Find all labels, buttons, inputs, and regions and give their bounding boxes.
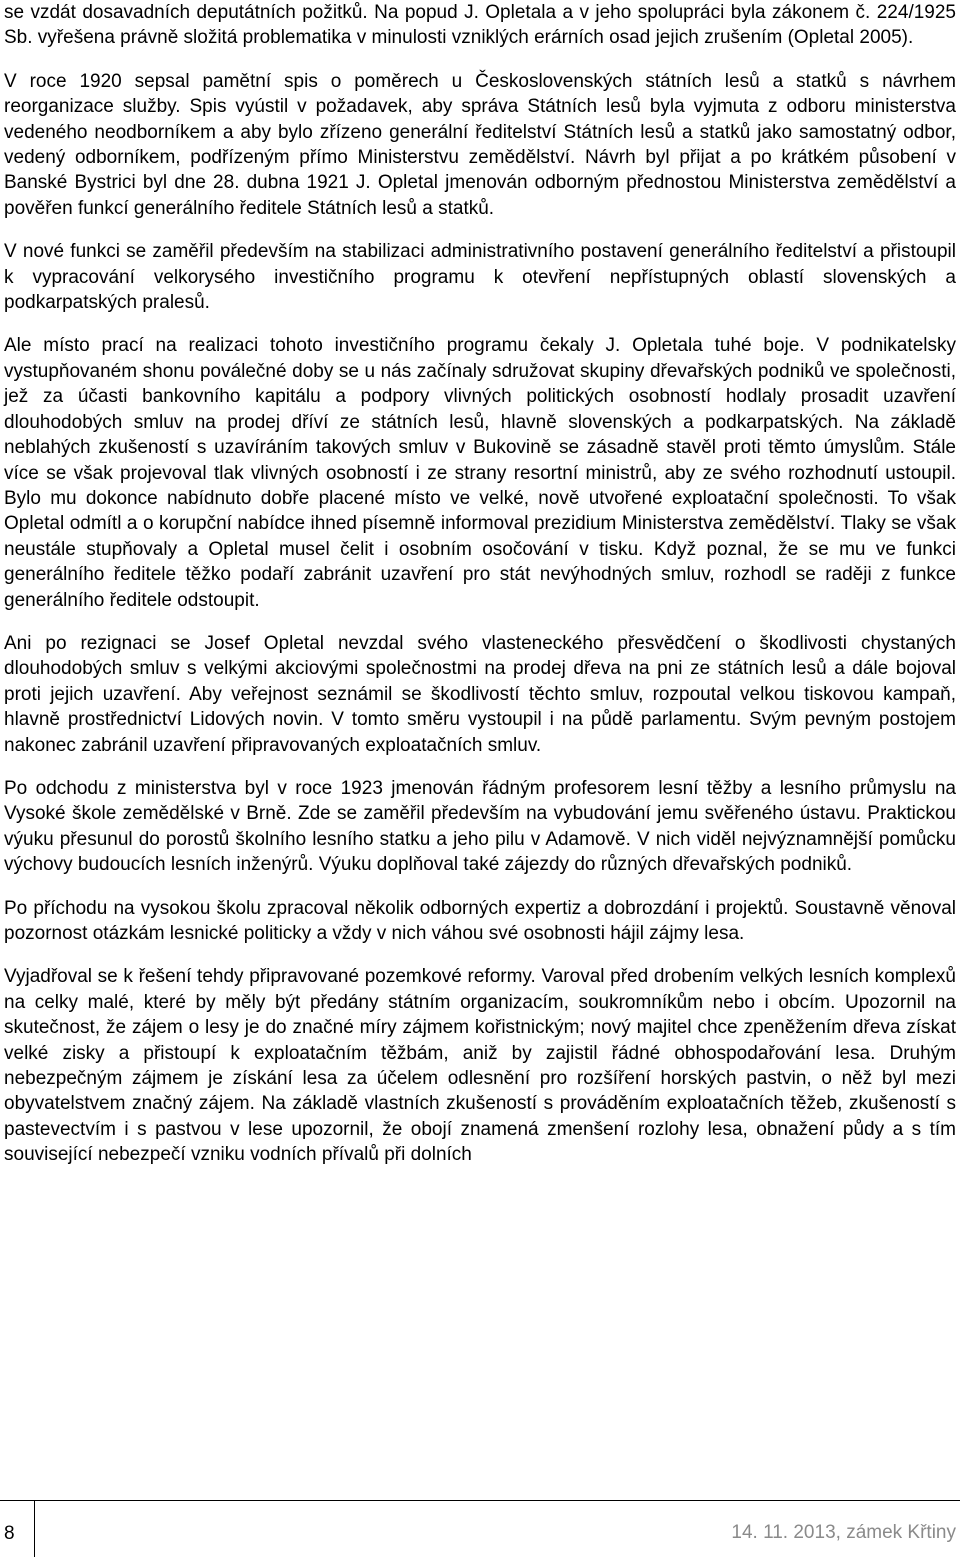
paragraph-2: V roce 1920 sepsal pamětní spis o poměrech u Československých státních lesů a statků s návrhem reorganizace služby. Spis vyústil v požadavek, aby správa Státních lesů byla vyjmuta z odboru ministerstva vedeného neodborníkem a aby bylo zřízeno generální ředitelství Státních lesů a statků jako samostatný odbor, vedený odborníkem, podřízeným přímo Ministerstvu zemědělství. Návrh byl přijat a po krátkém působení v Banské Bystrici byl dne 28. dubna 1921 J. Opletal jmenován odborným přednostou Ministerstva zemědělství a pověřen funkcí generálního ředitele Státních lesů a statků.: [4, 70, 956, 219]
paragraph-3: V nové funkci se zaměřil především na stabilizaci administrativního postavení generálního ředitelství a přistoupil k vypracování velkorysého investičního programu k otevření nepřístupných oblastí slovenských a podkarpatských pralesů.: [4, 241, 956, 314]
paragraph-8: Vyjadřoval se k řešení tehdy připravované pozemkové reformy. Varoval před drobením velkých lesních komplexů na celky malé, které by měly být předány státním organizacím, soukromníkům nebo i obcím. Upozornil na skutečnost, že zájem o lesy je do značné míry zájmem kořistnickým; nový majitel chce zpeněžením dřeva získat velké zisky a přistoupí k exploatačním těžbám, aniž by zajistil řádné obhospodařování lesa. Druhým nebezpečným zájmem je získání lesa za účelem odlesnění pro rozšíření horských pastvin, o něž byl mezi obyvatelstvem značný zájem. Na základě vlastních zkušeností s prováděním exploatačních těžeb, zkušeností s pastevectvím i s pastvou v lese upozornil, že obojí znamená zmenšení rozlohy lesa, obnažení půdy a s tím související nebezpečí vzniku vodních přívalů při dolních: [4, 966, 956, 1166]
paragraph-4: Ale místo prací na realizaci tohoto investičního programu čekaly J. Opletala tuhé boje. V podnikatelsky vystupňovaném shonu poválečné doby se u nás začínaly sdružovat skupiny dřevařských podniků ve společnosti, jež za účasti bankovního kapitálu a podpory vlivných politických osobností hodlaly prosadit uzavření dlouhodobých smluv na prodej dříví ze státních lesů, hlavně slovenských a podkarpatských. Na základě neblahých zkušeností s uzavíráním takových smluv v Bukovině se zásadně stavěl proti těmto úmyslům. Stále více se však projevoval tlak vlivných osobností i ze strany resortní ministrů, aby ze svého rozhodnutí ustoupil. Bylo mu dokonce nabídnuto dobře placené místo ve velké, nově utvořené exploatační společnosti. To však Opletal odmítl a o korupční nabídce ihned písemně informoval prezidium Ministerstva zemědělství. Tlaky se však neustále stupňovaly a Opletal musel čelit i osobním osočování v tisku. Když poznal, že se mu ve funkci generálního ředitele těžko podaří zabránit uzavření pro stát nevýhodných smluv, rozhodl se raději z funkce generálního ředitele odstoupit.: [4, 335, 956, 611]
footer-divider: [35, 1500, 960, 1501]
page-number: 8: [4, 1523, 15, 1544]
footer-date-place: 14. 11. 2013, zámek Křtiny: [731, 1522, 956, 1543]
paragraph-6: Po odchodu z ministerstva byl v roce 1923 jmenován řádným profesorem lesní těžby a lesního průmyslu na Vysoké škole zemědělské v Brně. Zde se zaměřil především na vybudování jemu svěřeného ústavu. Praktickou výuku přesunul do porostů školního lesního statku a jeho pilu v Adamově. V nich viděl nejvýznamnější pomůcku výchovy budoucích lesních inženýrů. Výuku doplňoval také zájezdy do různých dřevařských podniků.: [4, 777, 956, 876]
paragraph-7: Po příchodu na vysokou školu zpracoval několik odborných expertiz a dobrozdání i projektů. Soustavně věnoval pozornost otázkám lesnické politicky a vždy v nich váhou své osobnosti hájil zájmy lesa.: [4, 897, 956, 944]
paragraph-1: se vzdát dosavadních deputátních požitků. Na popud J. Opletala a v jeho spolupráci byla zákonem č. 224/1925 Sb. vyřešena právně složitá problematika v minulosti vzniklých erárních osad jejich zrušením (Opletal 2005).: [4, 2, 956, 49]
document-body: [4, 0, 956, 1186]
paragraph-5: Ani po rezignaci se Josef Opletal nevzdal svého vlasteneckého přesvědčení o škodlivosti chystaných dlouhodobých smluv s velkými akciovými společnostmi na prodej dřeva na pni ze státních lesů a dále bojoval proti jejich uzavření. Aby veřejnost seznámil se škodlivostí těchto smluv, rozpoutal velkou tiskovou kampaň, hlavně prostřednictví Lidových novin. V tomto směru vystoupil i na půdě parlamentu. Svým pevným postojem nakonec zabránil uzavření připravovaných exploatačních smluv.: [4, 632, 956, 756]
page-footer: [0, 1500, 960, 1557]
page-number-box: [0, 1500, 35, 1557]
